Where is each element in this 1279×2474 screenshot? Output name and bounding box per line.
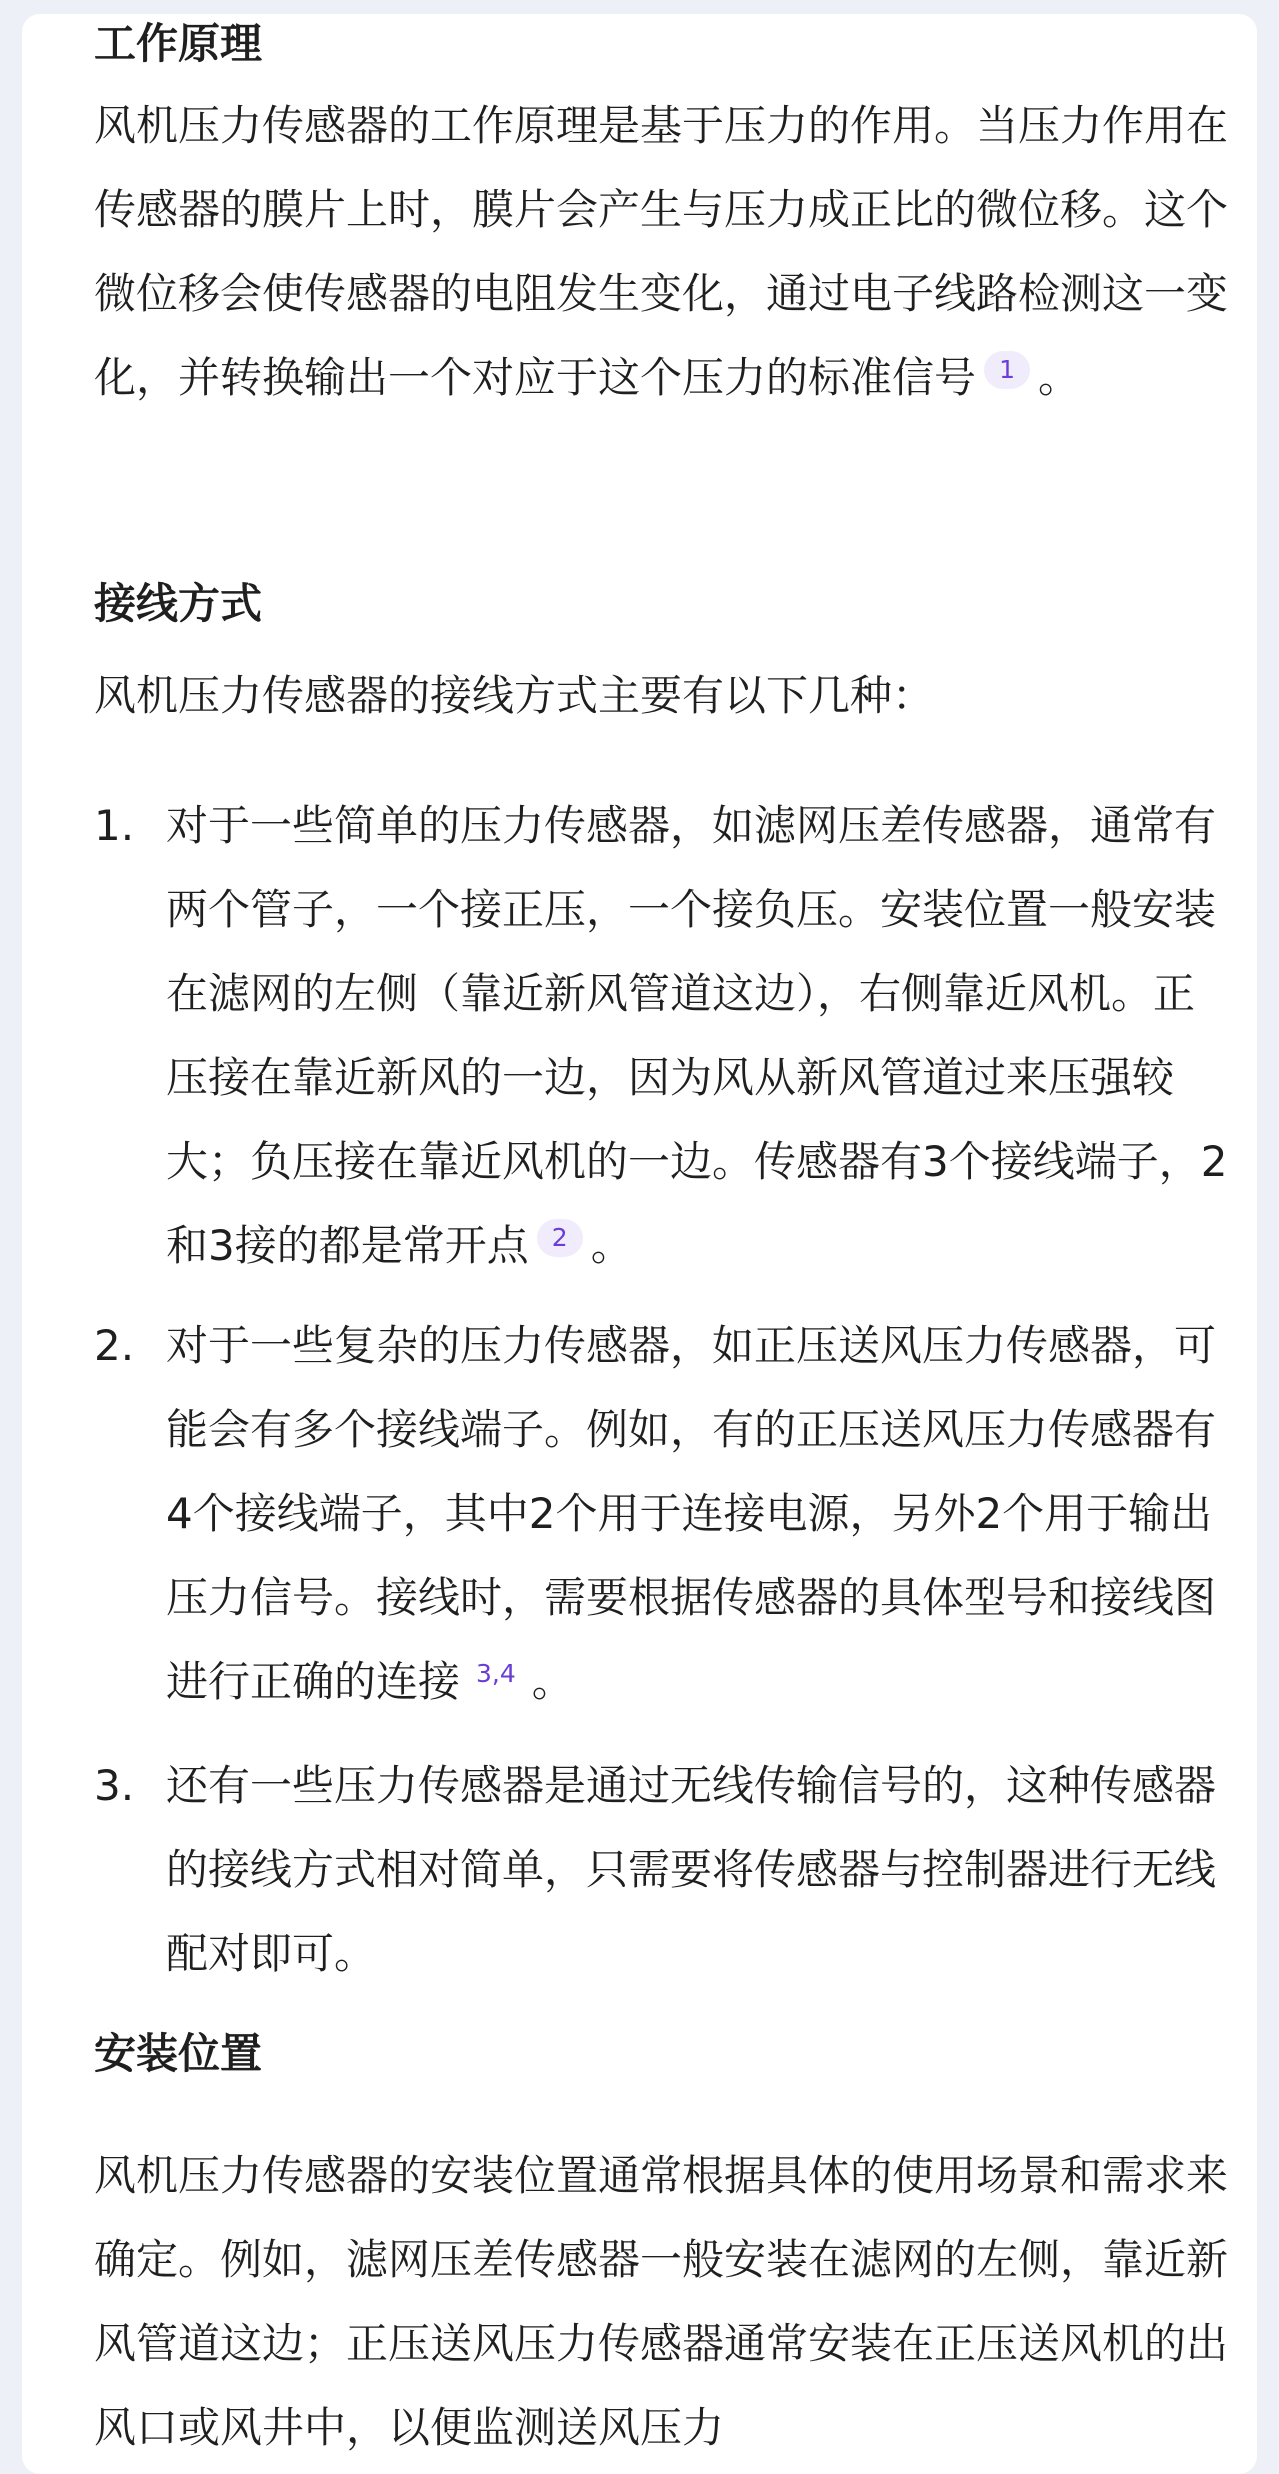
list-item-body: 对于一些简单的压力传感器，如滤网压差传感器，通常有两个管子，一个接正压，一个接负压。安装位置一般安装在滤网的左侧（靠近新风管道这边），右侧靠近风机。正压接在靠近新风的一边，因为风从新风管道过来压强较大；负压接在靠近风机的一边。传感器有3个接线端子，2和3接的都是常开点 [166, 801, 1228, 1270]
list-item-text [166, 1304, 1234, 1724]
section-heading-wiring: 接线方式 [94, 579, 263, 628]
section-heading-install: 安装位置 [94, 2029, 263, 2078]
list-item [94, 1304, 1234, 1724]
list-item-number: 3. [94, 1761, 135, 1810]
list-item-text [166, 784, 1234, 1288]
list-item-body: 对于一些复杂的压力传感器，如正压送风压力传感器，可能会有多个接线端子。例如，有的正压送风压力传感器有4个接线端子，其中2个用于连接电源，另外2个用于输出压力信号。接线时，需要根据传感器的具体型号和接线图进行正确的连接 [166, 1321, 1217, 1706]
section-heading-principle: 工作原理 [94, 19, 263, 68]
list-item-number: 1. [94, 801, 135, 850]
wiring-intro: 风机压力传感器的接线方式主要有以下几种： [94, 671, 935, 720]
citation-badge[interactable]: 2 [537, 1219, 583, 1257]
list-item-number: 2. [94, 1321, 135, 1370]
list-item-tail: 。 [531, 1657, 574, 1706]
principle-tail: 。 [1038, 353, 1081, 402]
citation-badge[interactable]: 1 [984, 351, 1030, 389]
principle-paragraph [94, 84, 1234, 420]
install-paragraph: 风机压力传感器的安装位置通常根据具体的使用场景和需求来确定。例如，滤网压差传感器一般安装在滤网的左侧，靠近新风管道这边；正压送风压力传感器通常安装在正压送风机的出风口或风井中，以便监测送风压力 [94, 2151, 1229, 2452]
list-item-text: 还有一些压力传感器是通过无线传输信号的，这种传感器的接线方式相对简单，只需要将传感器与控制器进行无线配对即可。 [166, 1761, 1217, 1978]
list-item-tail: 。 [590, 1221, 633, 1270]
citation-badge[interactable]: 3,4 [476, 1659, 516, 1688]
list-item [94, 1744, 1234, 1996]
answer-card [22, 14, 1257, 2474]
list-item [94, 784, 1234, 1288]
principle-text: 风机压力传感器的工作原理是基于压力的作用。当压力作用在传感器的膜片上时，膜片会产生与压力成正比的微位移。这个微位移会使传感器的电阻发生变化，通过电子线路检测这一变化，并转换输出一个对应于这个压力的标准信号 [94, 101, 1229, 402]
